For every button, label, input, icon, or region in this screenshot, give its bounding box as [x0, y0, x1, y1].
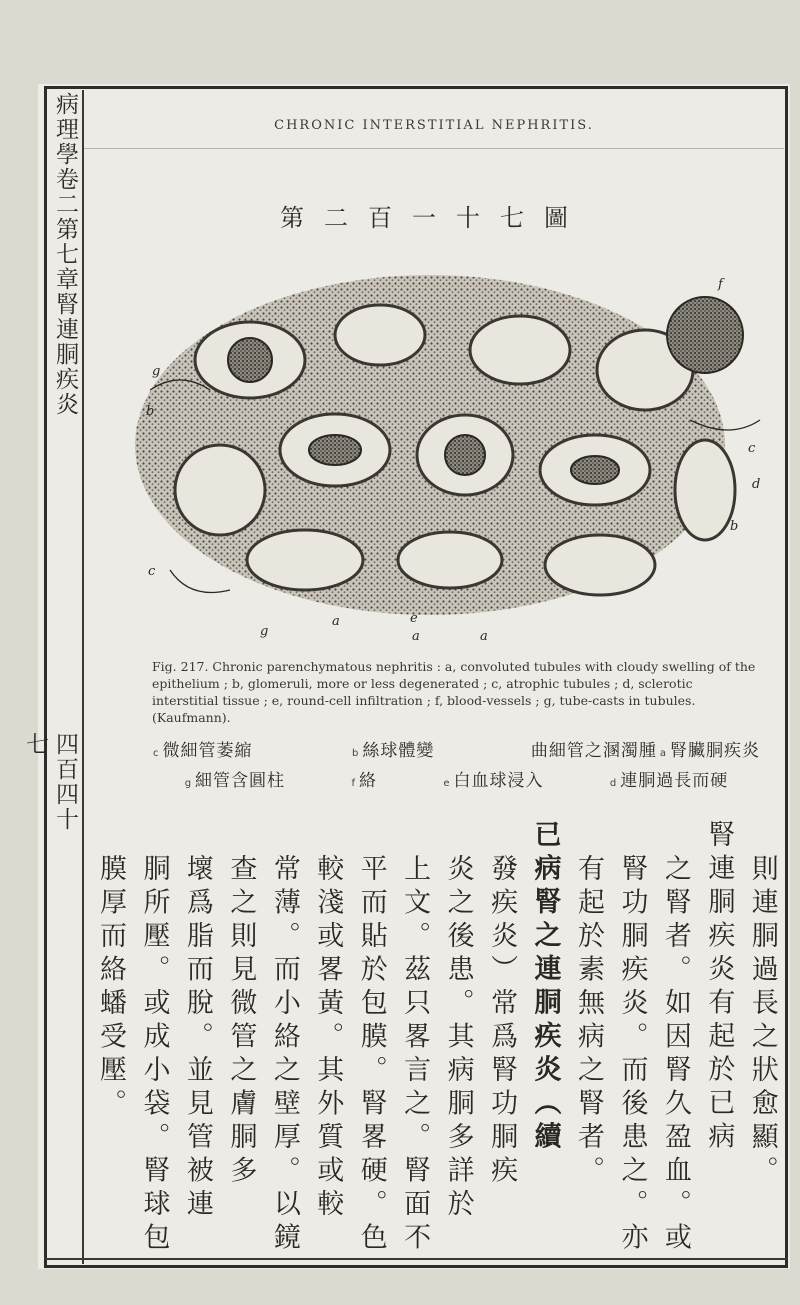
body-text — [92, 820, 780, 1260]
label-a-2: a — [412, 629, 420, 644]
label-c: c — [748, 441, 756, 456]
label-g-top: g — [152, 364, 161, 379]
label-f: f — [718, 277, 723, 292]
legend-mark: e — [443, 778, 451, 789]
legend-item-g — [182, 766, 285, 791]
legend-mark: f — [351, 778, 356, 789]
legend-text: 微細管萎縮 — [162, 741, 253, 761]
text-column: 發疾炎）常爲腎功胴疾 — [486, 854, 518, 1189]
chapter-sidebar: 病理學卷二第七章腎連胴疾炎 — [52, 92, 78, 417]
figure-number: 第二百一十七圖 — [280, 204, 588, 232]
text-column: 炎之後患。其病胴多詳於 — [442, 854, 474, 1223]
text-column: 常薄。而小絡之壁厚。以鏡 — [268, 854, 300, 1256]
text-column: 平而貼於包膜。腎畧硬。色 — [355, 854, 387, 1256]
legend-mark: d — [609, 778, 618, 789]
label-a-3: a — [480, 629, 488, 644]
text-column: 之腎者。如因腎久盈血。或 — [659, 854, 691, 1256]
text-column: 查之則見微管之膚胴多 — [225, 854, 257, 1189]
text-column: 胴所壓。或成小袋。腎球包 — [138, 854, 170, 1256]
label-b-right: b — [730, 519, 739, 534]
legend-item-f — [348, 766, 377, 791]
text-column: 則連胴過長之狀愈顯。 — [746, 854, 778, 1189]
legend-text: 連胴過長而硬 — [620, 771, 729, 791]
legend-item-b — [349, 736, 434, 761]
legend-item-c — [150, 736, 253, 761]
text-column: 腎連胴疾炎有起於已病 — [703, 820, 735, 1155]
label-e: e — [410, 611, 418, 626]
section-heading: 已病腎之連胴疾炎（續 — [529, 820, 561, 1155]
legend-item-d — [607, 766, 728, 791]
legend-row-1 — [150, 736, 760, 761]
legend-item-e — [440, 766, 543, 791]
running-title: CHRONIC INTERSTITIAL NEPHRITIS. — [274, 118, 594, 133]
legend-text: 曲細管之溷濁腫 — [530, 741, 657, 761]
legend-mark: c — [153, 748, 160, 759]
label-b-left: b — [146, 404, 155, 419]
figure-caption: Fig. 217. Chronic parenchymatous nephritis : a, convoluted tubules with cloudy swelling of the epithelium ; b, glomeruli, more or less degenerated ; c, atrophic tubules ; d, sclerotic interstitial tissue ; e, round-cell infiltration ; f, blood-vessels ; g, tube-casts in tubules. (Kaufmann). — [152, 659, 756, 725]
text-column: 有起於素無病之腎者。 — [572, 854, 604, 1189]
legend-mark: a — [659, 748, 667, 759]
header-rule — [84, 148, 784, 149]
legend-text: 絲球體變 — [362, 741, 435, 761]
legend-text: 白血球浸入 — [453, 771, 544, 791]
text-column: 壞爲脂而脫。並見管被連 — [181, 854, 213, 1223]
text-column: 上文。茲只畧言之。腎面不 — [399, 854, 431, 1256]
legend-text: 細管含圓柱 — [195, 771, 286, 791]
text-column: 較淺或畧黃。其外質或較 — [312, 854, 344, 1223]
legend-row-2 — [150, 766, 760, 791]
text-column: 膜厚而絡蟠受壓。 — [95, 854, 126, 1122]
text-column: 腎功胴疾炎。而後患之。亦 — [616, 854, 648, 1256]
label-a-1: a — [332, 614, 340, 629]
legend-mark: g — [184, 778, 193, 789]
label-c-left: c — [148, 564, 156, 579]
label-d: d — [752, 477, 761, 492]
kidney-histology-illustration — [130, 240, 770, 650]
legend-item-a — [531, 736, 760, 761]
label-g-bottom: g — [260, 624, 269, 639]
legend-text: 腎臟胴疾炎 — [670, 741, 760, 761]
page-number: 四百四十七 — [22, 732, 78, 832]
legend-mark: b — [352, 748, 360, 759]
margin-rule — [82, 90, 84, 1264]
legend-text: 絡 — [358, 771, 377, 791]
